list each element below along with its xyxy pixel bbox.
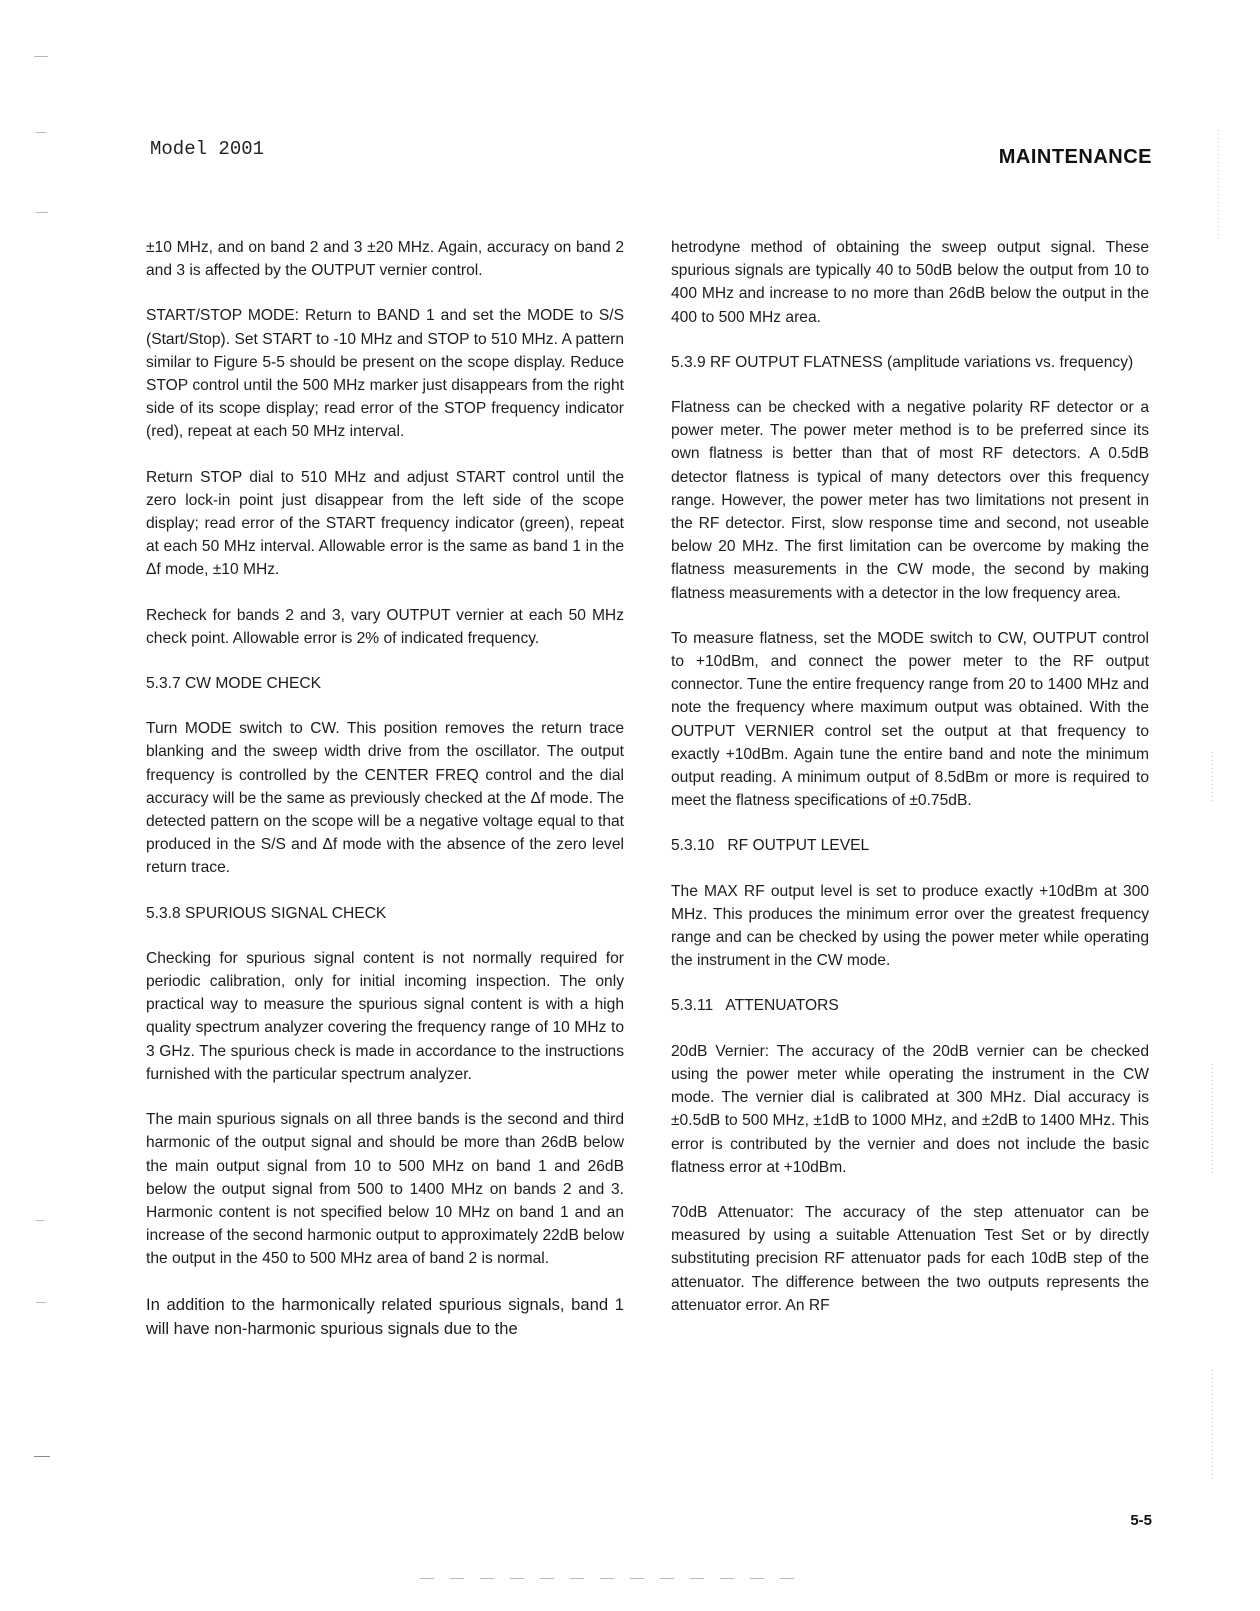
scan-mark	[34, 1456, 50, 1457]
scan-mark	[36, 132, 46, 133]
paragraph: To measure flatness, set the MODE switch to CW, OUTPUT control to +10dBm, and connect the power meter to the RF output connector. Tune the entire frequency range from 20 to 1400 MHz and note the frequency where maximum output was obtained. With the OUTPUT VERNIER control set the output at that frequency to exactly +10dBm. Again tune the entire band and note the minimum output reading. A minimum output of 8.5dBm or more is required to meet the flatness specifications of ±0.75dB.	[671, 629, 1149, 810]
section-heading: 5.3.7 CW MODE CHECK	[146, 675, 322, 693]
scan-mark	[36, 212, 48, 213]
paragraph: ±10 MHz, and on band 2 and 3 ±20 MHz. Again, accuracy on band 2 and 3 is affected by the OUTPUT vernier control.	[146, 239, 624, 280]
section-heading: 5.3.9 RF OUTPUT FLATNESS (amplitude variations vs. frequency)	[671, 353, 1134, 371]
paragraph: Turn MODE switch to CW. This position removes the return trace blanking and the sweep width drive from the oscillator. The output frequency is controlled by the CENTER FREQ control and the dial accuracy will be the same as previously checked at the Δf mode. The detected pattern on the scope will be a negative voltage equal to that produced in the S/S and Δf mode with the absence of the zero level return trace.	[146, 720, 624, 877]
paragraph: hetrodyne method of obtaining the sweep output signal. These spurious signals are typically 40 to 50dB below the output from 10 to 400 MHz and increase to no more than 26dB below the output in the 400 to 500 MHz area.	[671, 239, 1149, 326]
paragraph: 20dB Vernier: The accuracy of the 20dB vernier can be checked using the power meter while operating the instrument in the CW mode. The vernier dial is calibrated at 300 MHz. Dial accuracy is ±0.5dB to 500 MHz, ±1dB to 1000 MHz, and ±2dB to 1400 MHz. This error is contributed by the vernier and does not include the basic flatness error at +10dBm.	[671, 1042, 1149, 1176]
left-column	[146, 236, 624, 1341]
page-number: 5-5	[1130, 1512, 1152, 1529]
scan-mark	[34, 56, 48, 57]
scan-mark	[36, 1302, 46, 1303]
scan-dotline	[1212, 1370, 1213, 1480]
paragraph: Checking for spurious signal content is not normally required for periodic calibration, only for initial incoming inspection. The only practical way to measure the spurious signal content is with a high quality spectrum analyzer covering the frequency range of 10 MHz to 3 GHz. The spurious check is made in accordance to the instructions furnished with the particular spectrum analyzer.	[146, 949, 624, 1083]
model-header: Model 2001	[150, 138, 265, 160]
paragraph: In addition to the harmonically related spurious signals, band 1 will have non-harmonic spurious signals due to the	[146, 1294, 624, 1338]
scan-mark	[420, 1578, 800, 1579]
right-column	[671, 236, 1149, 1317]
section-heading: 5.3.10 RF OUTPUT LEVEL	[671, 837, 870, 855]
scan-dotline	[1218, 130, 1219, 240]
scan-dotline	[1212, 1064, 1213, 1174]
scan-mark	[36, 1220, 44, 1221]
paragraph: Recheck for bands 2 and 3, vary OUTPUT vernier at each 50 MHz check point. Allowable error is 2% of indicated frequency.	[146, 606, 624, 647]
paragraph: 70dB Attenuator: The accuracy of the step attenuator can be measured by using a suitable Attenuation Test Set or by directly substituting precision RF attenuator pads for each 10dB step of the attenuator. The difference between the two outputs represents the attenuator error. An RF	[671, 1203, 1149, 1314]
paragraph: The MAX RF output level is set to produce exactly +10dBm at 300 MHz. This produces the minimum error over the greatest frequency range and can be checked by using the power meter while operating the instrument in the CW mode.	[671, 882, 1149, 970]
paragraph: START/STOP MODE: Return to BAND 1 and set the MODE to S/S (Start/Stop). Set START to -10 MHz and STOP to 510 MHz. A pattern similar to Figure 5-5 should be present on the scope display. Reduce STOP control until the 500 MHz marker just disappears from the right side of its scope display; read error of the STOP frequency indicator (red), repeat at each 50 MHz interval.	[146, 307, 624, 441]
section-heading: 5.3.11 ATTENUATORS	[671, 997, 839, 1015]
section-heading: 5.3.8 SPURIOUS SIGNAL CHECK	[146, 904, 387, 922]
paragraph: Return STOP dial to 510 MHz and adjust START control until the zero lock-in point just disappear from the left side of the scope display; read error of the START frequency indicator (green), repeat at each 50 MHz interval. Allowable error is the same as band 1 in the Δf mode, ±10 MHz.	[146, 468, 624, 579]
paragraph: Flatness can be checked with a negative polarity RF detector or a power meter. The power meter method is to be preferred since its own flatness is better than that of most RF detectors. A 0.5dB detector flatness is typical of many detectors over this frequency range. However, the power meter has two limitations not present in the RF detector. First, slow response time and second, not useable below 20 MHz. The first limitation can be overcome by making the flatness measurements in the CW mode, the second by making flatness measurements with a detector in the low frequency area.	[671, 399, 1149, 602]
scan-dotline	[1212, 752, 1213, 802]
paragraph: The main spurious signals on all three bands is the second and third harmonic of the output signal and should be more than 26dB below the main output signal from 10 to 500 MHz on band 1 and 26dB below the output signal from 500 to 1400 MHz on bands 2 and 3. Harmonic content is not specified below 10 MHz on band 1 and an increase of the second harmonic output to approximately 22dB below the output in the 450 to 500 MHz area of band 2 is normal.	[146, 1111, 624, 1268]
section-header: MAINTENANCE	[998, 146, 1152, 168]
